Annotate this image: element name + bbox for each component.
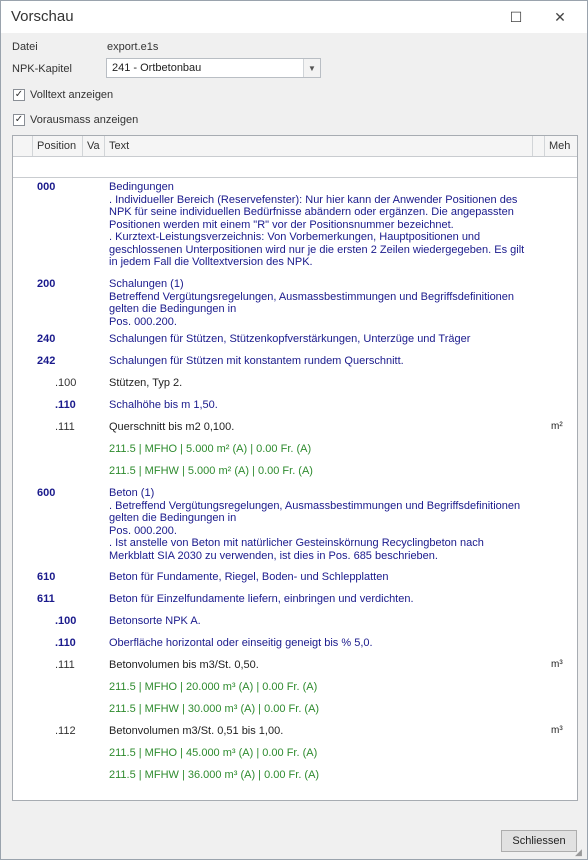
- vorausmass-checkbox[interactable]: ✓: [14, 114, 24, 125]
- row-quantity: 211.5 | MFHO | 45.000 m³ (A) | 0.00 Fr. (A): [109, 747, 318, 759]
- vorausmass-checkbox-row[interactable]: [13, 112, 138, 128]
- row-text: Beton (1) . Betreffend Vergütungsregelungen, Ausmassbestimmungen und Begriffsdefinitionen gelten die Bedingungen in Pos. 000.200. . Ist anstelle von Beton mit natürlicher Gesteinskörnung Recyclingbeton nach Merkblatt SIA 2030 zu verwenden, ist dies in Pos. 685 beschrieben.: [109, 487, 521, 562]
- npk-kapitel-value: 241 - Ortbetonbau: [112, 62, 202, 74]
- row-text: Schalungen für Stützen, Stützenkopfverstärkungen, Unterzüge und Träger: [109, 333, 471, 345]
- row-unit: m³: [551, 725, 563, 736]
- vorausmass-label: Vorausmass anzeigen: [30, 114, 139, 126]
- header-text[interactable]: Text: [105, 136, 533, 156]
- row-text: Stützen, Typ 2.: [109, 377, 183, 389]
- row-position: .110: [55, 637, 76, 649]
- grid-header: [13, 136, 577, 157]
- row-position: 240: [37, 333, 56, 345]
- row-position: .110: [55, 399, 76, 411]
- row-position: 611: [37, 593, 55, 605]
- row-quantity: 211.5 | MFHO | 5.000 m² (A) | 0.00 Fr. (A): [109, 443, 312, 455]
- volltext-label: Volltext anzeigen: [30, 89, 114, 101]
- header-position[interactable]: Position: [33, 136, 83, 156]
- row-quantity: 211.5 | MFHO | 20.000 m³ (A) | 0.00 Fr. (A): [109, 681, 318, 693]
- row-text: Querschnitt bis m2 0,100.: [109, 421, 235, 433]
- resize-grip-icon[interactable]: ◢: [575, 847, 582, 857]
- row-quantity: 211.5 | MFHW | 5.000 m² (A) | 0.00 Fr. (A): [109, 465, 313, 477]
- npk-kapitel-dropdown[interactable]: [106, 58, 321, 78]
- row-text: Beton für Fundamente, Riegel, Boden- und Schlepplatten: [109, 571, 389, 583]
- row-unit: m³: [551, 659, 563, 670]
- volltext-checkbox[interactable]: ✓: [14, 89, 24, 100]
- datei-value: export.e1s: [107, 41, 159, 53]
- row-text: Beton für Einzelfundamente liefern, einbringen und verdichten.: [109, 593, 414, 605]
- row-text: Betonvolumen bis m3/St. 0,50.: [109, 659, 259, 671]
- row-position: .111: [55, 421, 75, 433]
- row-position: 000: [37, 181, 56, 193]
- maximize-icon[interactable]: ☐: [509, 8, 523, 25]
- positions-grid: [12, 135, 578, 801]
- row-position: .112: [55, 725, 76, 737]
- row-position: 200: [37, 278, 56, 290]
- row-position: .100: [55, 377, 77, 389]
- row-position: 600: [37, 487, 56, 499]
- header-indicator: [13, 136, 33, 156]
- filter-row[interactable]: [13, 157, 577, 178]
- window-title: Vorschau: [11, 8, 74, 25]
- row-position: .100: [55, 615, 77, 627]
- datei-label: Datei: [12, 41, 38, 53]
- row-position: 610: [37, 571, 56, 583]
- row-unit: m²: [551, 421, 563, 432]
- row-position: .111: [55, 659, 75, 671]
- npk-label: NPK-Kapitel: [12, 63, 72, 75]
- row-text: Betonvolumen m3/St. 0,51 bis 1,00.: [109, 725, 284, 737]
- header-meh[interactable]: Meh: [549, 140, 571, 152]
- row-text: Bedingungen . Individueller Bereich (Reservefenster): Nur hier kann der Anwender Positionen des NPK für seine individuellen Bedürfnisse abändern oder ergänzen. Die angepassten Positionen werden mit einem "R" vor der Positionsnummer bezeichnet. . Kurztext-Leistungsverzeichnis: Von Vorbemerkungen, Hauptpositionen und geschlossenen Unterpositionen wird nur je die ersten 2 Zeilen wiedergegeben. Es gilt in jedem Fall die Volltextversion des NPK.: [109, 181, 525, 268]
- close-icon[interactable]: ✕: [554, 8, 566, 25]
- title-bar: [1, 1, 587, 33]
- row-quantity: 211.5 | MFHW | 36.000 m³ (A) | 0.00 Fr. (A): [109, 769, 320, 781]
- chevron-down-icon[interactable]: ▼: [303, 59, 320, 77]
- header-va[interactable]: Va: [83, 136, 105, 156]
- row-text: Schalhöhe bis m 1,50.: [109, 399, 218, 411]
- schliessen-button[interactable]: Schliessen: [501, 830, 577, 852]
- row-quantity: 211.5 | MFHW | 30.000 m³ (A) | 0.00 Fr. (A): [109, 703, 320, 715]
- row-text: Oberfläche horizontal oder einseitig geneigt bis % 5,0.: [109, 637, 373, 649]
- volltext-checkbox-row[interactable]: [13, 87, 113, 103]
- row-text: Schalungen (1) Betreffend Vergütungsregelungen, Ausmassbestimmungen und Begriffsdefinitionen gelten die Bedingungen in Pos. 000.200.: [109, 278, 515, 328]
- header-blank[interactable]: [533, 136, 545, 156]
- row-text: Betonsorte NPK A.: [109, 615, 201, 627]
- row-text: Schalungen für Stützen mit konstantem rundem Querschnitt.: [109, 355, 404, 367]
- row-position: 242: [37, 355, 56, 367]
